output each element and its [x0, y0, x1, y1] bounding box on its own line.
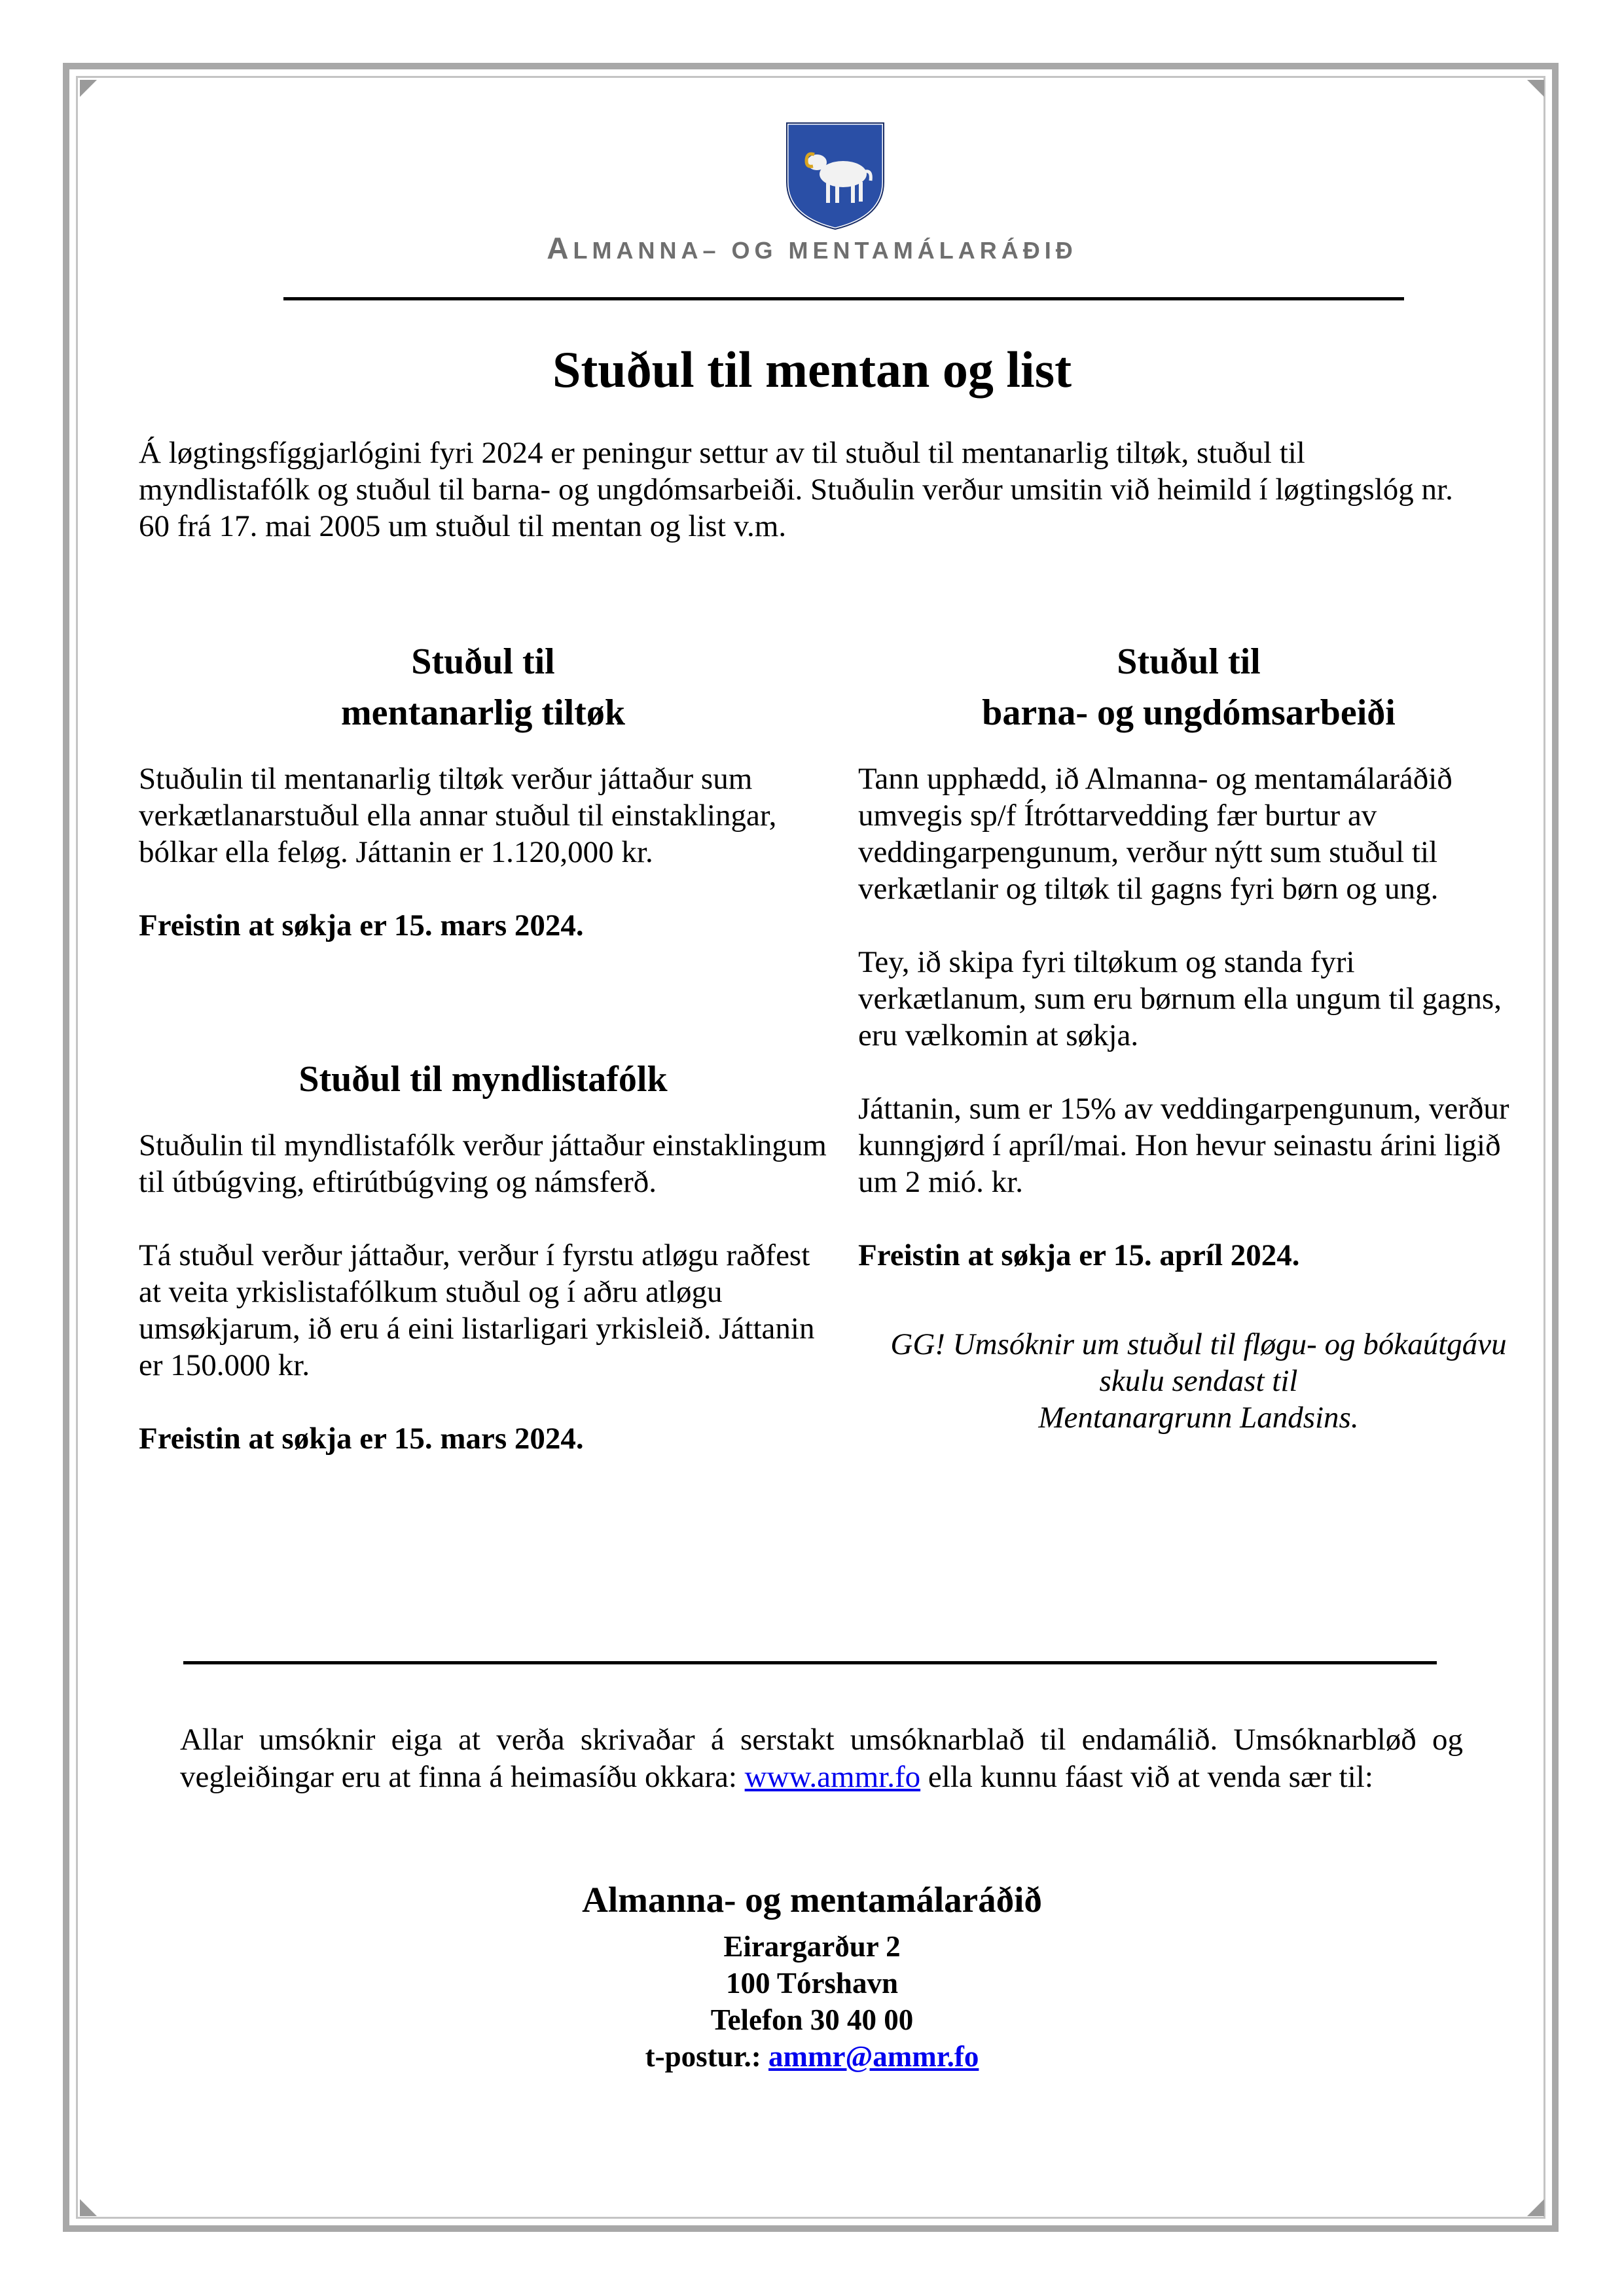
corner-ornament-top-right [1527, 80, 1544, 97]
intro-paragraph: Á løgtingsfíggjarlógini fyri 2024 er peningur settur av til stuðul til mentanarlig tiltøk, stuðul til myndlistafólk og stuðul til barna- og ungdómsarbeiði. Stuðulin verður umsitin við heimild í løgtingslóg nr. 60 frá 17. mai 2005 um stuðul til mentan og list v.m. [139, 436, 1453, 543]
ministry-heading-initial: A [547, 231, 573, 265]
website-link[interactable]: www.ammr.fo [744, 1760, 921, 1794]
contact-email-label: t-postur.: [645, 2040, 768, 2073]
section-mentanarlig-heading-line1: Stuðul til [411, 641, 555, 682]
section-barna-deadline: Freistin at søkja er 15. apríl 2024. [858, 1238, 1300, 1272]
contact-phone: Telefon 30 40 00 [710, 2003, 914, 2036]
section-myndlistafolk [139, 1054, 827, 1457]
footer-divider [183, 1661, 1437, 1664]
contact-street: Eirargarður 2 [723, 1930, 901, 1963]
contact-name: Almanna- og mentamálaráðið [582, 1880, 1042, 1920]
section-myndlistafolk-deadline: Freistin at søkja er 15. mars 2024. [139, 1422, 584, 1456]
section-barna-heading [832, 636, 1545, 738]
page-title: Stuðul til mentan og list [552, 341, 1072, 398]
section-barna-body1: Tann upphædd, ið Almanna- og mentamálaráðið umvegis sp/f Ítróttarvedding fær burtur av veddingarpengunum, verður nýtt sum stuðul til verkætlanir og tiltøk til gagns fyri børn og ung. [858, 762, 1453, 906]
section-myndlistafolk-heading: Stuðul til myndlistafólk [298, 1059, 668, 1100]
section-mentanarlig-deadline: Freistin at søkja er 15. mars 2024. [139, 908, 584, 942]
contact-email-link[interactable]: ammr@ammr.fo [768, 2040, 979, 2073]
ministry-heading [0, 230, 1624, 266]
section-mentanarlig-heading [139, 636, 827, 738]
section-myndlistafolk-body2: Tá stuðul verður játtaður, verður í fyrstu atløgu raðfest at veita yrkislistafólkum stuðul og í aðru atløgu umsøkjarum, ið eru á eini listarligari yrkisleið. Játtanin er 150.000 kr. [139, 1238, 815, 1382]
ministry-heading-rest: LMANNA– OG MENTAMÁLARÁÐIÐ [573, 237, 1077, 264]
contact-city: 100 Tórshavn [726, 1967, 898, 2000]
footer-text-before-link: Allar umsóknir eiga at verða skrivaðar á serstakt umsóknarblað til endamálið. Umsóknarbløð og vegleiðingar eru at finna á heimasíðu okkara: [180, 1723, 1463, 1794]
corner-ornament-bottom-right [1527, 2199, 1544, 2216]
section-mentanarlig-heading-line2: mentanarlig tiltøk [341, 692, 625, 733]
publishing-note-line1: GG! Umsóknir um stuðul til fløgu- og bókaútgávu [890, 1327, 1507, 1361]
corner-ornament-top-left [80, 80, 97, 97]
faroese-ram-shield-icon [783, 119, 888, 232]
publishing-note-line3: Mentanargrunn Landsins. [1038, 1401, 1359, 1435]
contact-email-line [0, 2038, 1624, 2075]
section-barna-body3: Játtanin, sum er 15% av veddingarpengunum, verður kunngjørd í apríl/mai. Hon hevur seinastu árini ligið um 2 mió. kr. [858, 1092, 1509, 1199]
section-mentanarlig [139, 636, 827, 944]
section-barna-heading-line2: barna- og ungdómsarbeiði [982, 692, 1396, 733]
section-barna-ungdomsarbeidi [858, 636, 1519, 1436]
header-divider [283, 297, 1404, 300]
section-myndlistafolk-body1: Stuðulin til myndlistafólk verður játtaður einstaklingum til útbúgving, eftirútbúgving og námsferð. [139, 1128, 827, 1199]
section-barna-body2: Tey, ið skipa fyri tiltøkum og standa fyri verkætlanum, sum eru børnum ella ungum til gagns, eru vælkomin at søkja. [858, 945, 1502, 1052]
publishing-note-line2: skulu sendast til [1099, 1364, 1298, 1398]
corner-ornament-bottom-left [80, 2199, 97, 2216]
section-mentanarlig-body: Stuðulin til mentanarlig tiltøk verður játtaður sum verkætlanarstuðul ella annar stuðul til einstaklingar, bólkar ella feløg. Játtanin er 1.120,000 kr. [139, 762, 777, 869]
publishing-note [858, 1326, 1539, 1436]
section-barna-heading-line1: Stuðul til [1117, 641, 1261, 682]
footer-text-after-link: ella kunnu fáast við at venda sær til: [920, 1760, 1373, 1794]
footer-paragraph [180, 1721, 1463, 1796]
